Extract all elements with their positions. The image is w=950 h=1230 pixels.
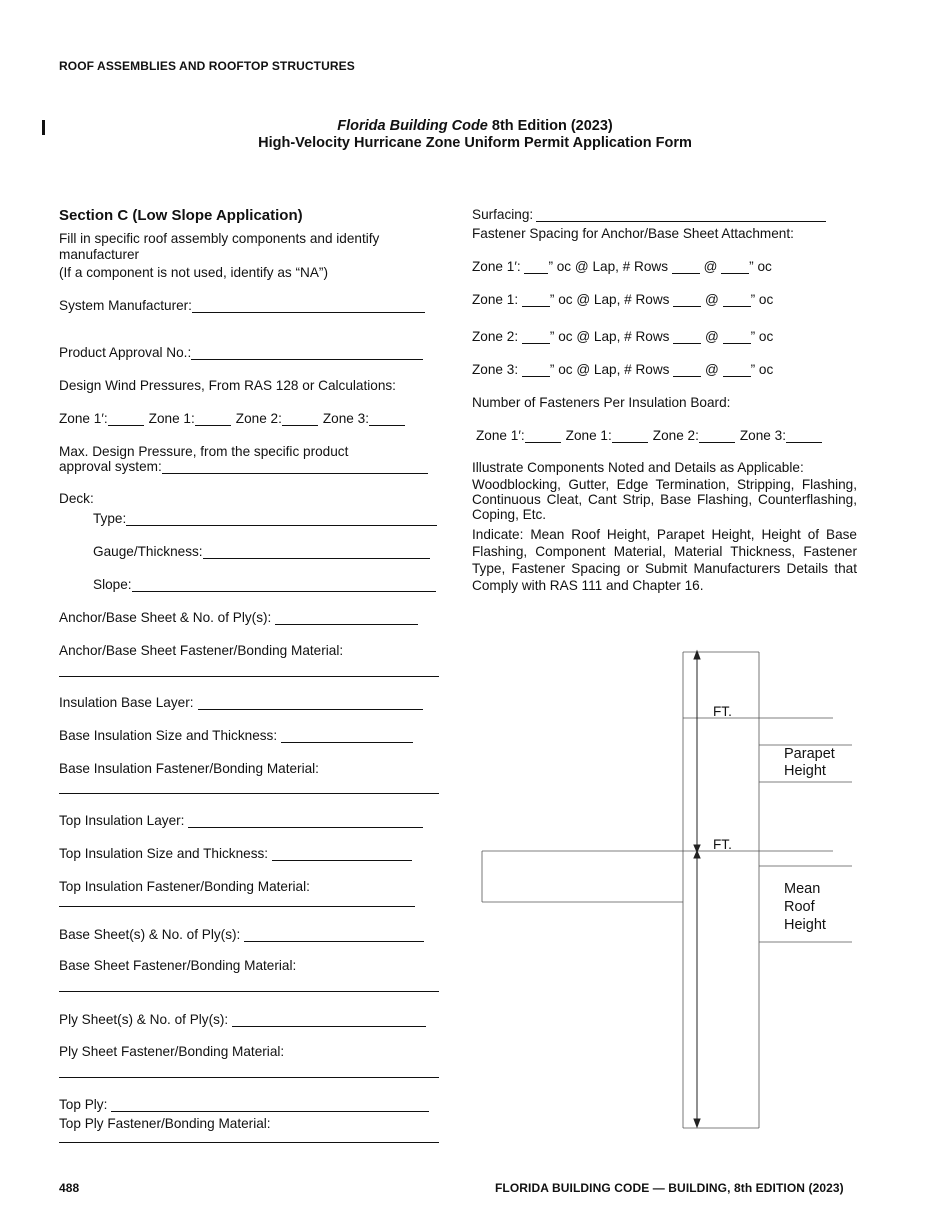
ft-label-top: FT. [713, 704, 732, 719]
oc-lap-label: ” oc @ Lap, # Rows [549, 362, 670, 377]
parapet-label-line2: Height [784, 763, 826, 779]
top-ply-fastener-label: Top Ply Fastener/Bonding Material: [59, 1116, 271, 1131]
deck-label: Deck: [59, 491, 94, 506]
instructions-text: Fill in specific roof assembly components and identify manufacturer [59, 231, 380, 262]
field-label: Top Ply: [59, 1097, 108, 1112]
field-label: Top Insulation Layer: [59, 813, 185, 828]
page-subtitle: High-Velocity Hurricane Zone Uniform Permit Application Form [258, 135, 692, 151]
field-label: Base Sheet(s) & No. of Ply(s): [59, 927, 241, 942]
components-list: Woodblocking, Gutter, Edge Termination, Stripping, Flashing, Continuous Cleat, Cant Strip, Base Flashing, Counterflashing, Coping, Etc. [472, 477, 857, 522]
zone-1prime-label: Zone 1′: [59, 411, 108, 426]
field-label: Gauge/Thickness: [93, 544, 203, 559]
zone-label: Zone 1′: [472, 259, 521, 274]
mean-roof-height-label [784, 880, 826, 934]
footer-code-title: FLORIDA BUILDING CODE — BUILDING, 8th EDITION (2023) [495, 1181, 844, 1195]
zone-label: Zone 3: [472, 362, 519, 377]
design-wind-label: Design Wind Pressures, From RAS 128 or Calculations: [59, 378, 396, 393]
oc-label: ” oc [750, 329, 774, 344]
oc-label: ” oc [750, 362, 774, 377]
at-label: @ [705, 362, 719, 377]
title-italic: Florida Building Code [337, 118, 488, 134]
title-edition: 8th Edition (2023) [487, 118, 613, 134]
field-label: Top Insulation Size and Thickness: [59, 846, 269, 861]
base-insulation-fastener-label: Base Insulation Fastener/Bonding Material: [59, 761, 319, 776]
base-sheet-fastener-label: Base Sheet Fastener/Bonding Material: [59, 958, 297, 973]
ply-sheet-fastener-label: Ply Sheet Fastener/Bonding Material: [59, 1044, 285, 1059]
mean-label-line2: Roof [784, 899, 815, 915]
zone-3-label: Zone 3: [322, 411, 369, 426]
parapet-label-line1: Parapet [784, 746, 835, 762]
mean-label-line1: Mean [784, 881, 821, 897]
top-insulation-fastener-label: Top Insulation Fastener/Bonding Material: [59, 879, 310, 894]
at-label: @ [703, 259, 718, 274]
oc-label: ” oc [750, 292, 774, 307]
field-label: System Manufacturer: [59, 298, 192, 313]
oc-lap-label: ” oc @ Lap, # Rows [549, 329, 670, 344]
oc-lap-label: ” oc @ Lap, # Rows [548, 259, 669, 274]
num-fasteners-label: Number of Fasteners Per Insulation Board: [472, 395, 731, 410]
zone-1-label: Zone 1: [565, 428, 612, 443]
zone-2-label: Zone 2: [652, 428, 699, 443]
section-title: Section C (Low Slope Application) [59, 207, 303, 224]
zone-3-label: Zone 3: [739, 428, 786, 443]
zone-label: Zone 1: [472, 292, 519, 307]
zone-1prime-label: Zone 1′: [476, 428, 525, 443]
field-label: Anchor/Base Sheet & No. of Ply(s): [59, 610, 272, 625]
page-number: 488 [59, 1181, 80, 1195]
fastener-spacing-label: Fastener Spacing for Anchor/Base Sheet Attachment: [472, 226, 794, 241]
mean-label-line3: Height [784, 917, 826, 933]
field-label: Product Approval No.: [59, 345, 192, 360]
at-label: @ [705, 329, 719, 344]
ft-label-roof: FT. [713, 837, 732, 852]
zone-label: Zone 2: [472, 329, 519, 344]
running-header: ROOF ASSEMBLIES AND ROOFTOP STRUCTURES [59, 59, 355, 73]
field-label: Insulation Base Layer: [59, 695, 194, 710]
max-design-label: Max. Design Pressure, from the specific product [59, 444, 349, 459]
instructions-note: (If a component is not used, identify as “NA”) [59, 265, 328, 280]
field-label: Surfacing: [472, 207, 534, 222]
field-label: Type: [93, 511, 127, 526]
oc-lap-label: ” oc @ Lap, # Rows [549, 292, 670, 307]
anchor-fastener-label: Anchor/Base Sheet Fastener/Bonding Material: [59, 643, 344, 658]
zone-1-label: Zone 1: [148, 411, 195, 426]
at-label: @ [705, 292, 719, 307]
field-label: Ply Sheet(s) & No. of Ply(s): [59, 1012, 229, 1027]
field-label: Slope: [93, 577, 132, 592]
indicate-text: Indicate: Mean Roof Height, Parapet Height, Height of Base Flashing, Component Material, Material Thickness, Fastener Type, Fastener Spacing or Submit Manufacturers Details that Comply with RAS 111 and Chapter 16. [472, 527, 857, 593]
parapet-height-label [784, 746, 835, 780]
field-label: approval system: [59, 459, 162, 474]
zone-2-label: Zone 2: [235, 411, 282, 426]
illustrate-label: Illustrate Components Noted and Details as Applicable: [472, 460, 804, 475]
oc-label: ” oc [749, 259, 772, 274]
field-label: Base Insulation Size and Thickness: [59, 728, 278, 743]
